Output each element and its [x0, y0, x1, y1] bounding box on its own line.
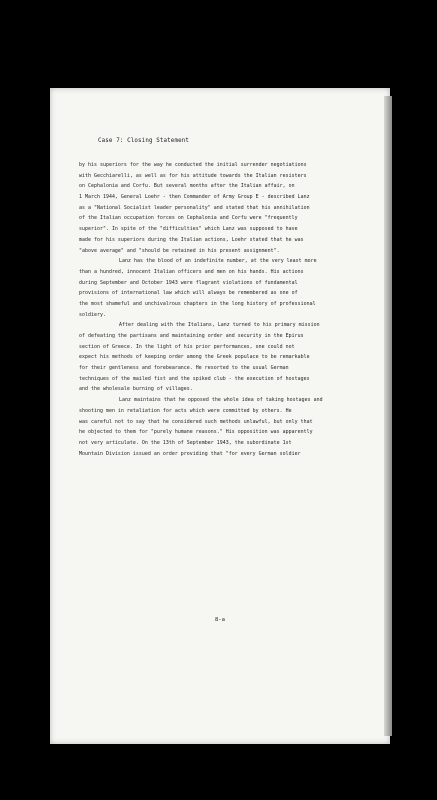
text-line: by his superiors for the way he conducted the initial surrender negotiations [79, 162, 307, 168]
text-line: expect his methods of keeping order among the Greek populace to be remarkable [79, 354, 310, 361]
text-line: 1 March 1944, General Loehr - then Commander of Army Group E - described Lanz [79, 194, 310, 201]
paragraph [79, 320, 371, 395]
paragraph [79, 256, 371, 320]
text-line: After dealing with the Italians, Lanz turned to his primary mission [119, 322, 320, 329]
text-line: and the wholesale burning of villages. [79, 386, 193, 393]
text-line: on Cephalonia and Corfu. But several months after the Italian affair, on [79, 183, 295, 190]
text-line: during September and October 1943 were flagrant violations of fundamental [79, 279, 298, 286]
text-line: he objected to them for "purely humane reasons." His opposition was apparently [79, 429, 313, 436]
text-line: with Gecchiarelli, as well as for his attitude towards the Italian resisters [79, 172, 307, 179]
text-line: superior". In spite of the "difficulties" which Lanz was supposed to have [79, 226, 298, 233]
text-line: Mountain Division issued an order providing that "for every German soldier [79, 450, 301, 457]
text-line: was careful not to say that he considered such methods unlawful, but only that [79, 418, 313, 425]
text-line: than a hundred, innocent Italian officers and men on his hands. His actions [79, 268, 304, 275]
text-line: section of Greece. In the light of his prior performances, one could not [79, 343, 295, 350]
text-line: made for his superiors during the Italian actions, Loehr stated that he was [79, 236, 304, 243]
document-body [79, 160, 371, 459]
text-line: shooting men in retaliation for acts which were committed by others. He [79, 407, 292, 414]
text-line: soldiery. [79, 311, 106, 318]
text-line: not very articulate. On the 13th of September 1943, the subordinate 1st [79, 439, 292, 446]
text-line: of the Italian occupation forces on Cephalonia and Corfu were "frequently [79, 215, 298, 222]
text-line: Lanz maintains that he opposed the whole idea of taking hostages and [119, 397, 323, 404]
paragraph [79, 160, 371, 256]
page-edge [384, 96, 392, 736]
text-line: Lanz has the blood of an indefinite number, at the very least more [119, 258, 317, 265]
text-line: for their gentleness and forebearance. He resorted to the usual German [79, 365, 289, 372]
text-line: of defeating the partisans and maintaining order and security in the Epirus [79, 333, 304, 339]
text-line: "above average" and "should be retained in his present assignment". [79, 247, 280, 254]
text-line: techniques of the mailed fist and the spiked club - the execution of hostages [79, 375, 310, 382]
paragraph [79, 395, 371, 459]
page-heading: Case 7: Closing Statement [98, 138, 190, 144]
page-number: 8-a [215, 617, 225, 623]
text-line: as a "National Socialist leader personality" and stated that his annihilation [79, 204, 310, 211]
text-line: the most shameful and unchivalrous chapters in the long history of professional [79, 300, 316, 307]
text-line: provisions of international law which will always be remembered as one of [79, 290, 298, 297]
